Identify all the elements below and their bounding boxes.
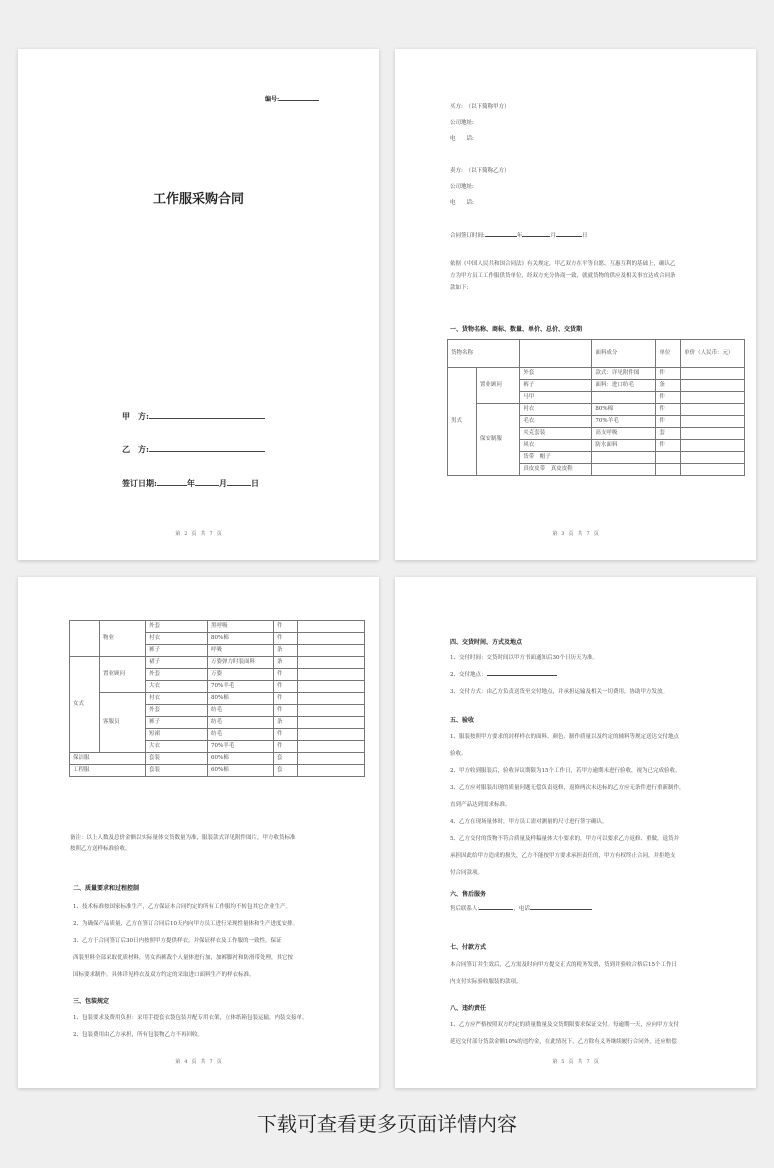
material-cell: 防水面料 [592, 440, 656, 452]
item-cell: 套装 [146, 765, 208, 777]
party-b-label: 乙 方: [122, 444, 149, 454]
acceptance-paragraph [450, 729, 750, 882]
delivery-line: 3、交付方式：由乙方负责送货至交付地点，并承担运输及相关一切费用，协助甲方发放。 [450, 689, 669, 695]
footer-text: 共 [200, 531, 206, 537]
payment-line: 内支付实际验收服装的款项。 [450, 979, 522, 985]
unit-cell: 件 [656, 440, 681, 452]
quality-line: 1、技术标准按国家标准生产，乙方保证本合同约定的所有工作服均不转包其它企业生产。 [73, 904, 292, 910]
section-5-heading: 五、验收 [450, 717, 475, 724]
contract-number [265, 94, 319, 104]
footer-text: 页 [191, 531, 197, 537]
buyer-line: 买方: （以下简称甲方） [450, 104, 510, 110]
footer-text: 共 [200, 1059, 206, 1065]
acceptance-line: 验收。 [450, 751, 467, 757]
unit-cell: 件 [274, 705, 298, 717]
unit-cell: 条 [274, 657, 298, 669]
price-cell [298, 657, 365, 669]
item-cell: 套装 [146, 753, 208, 765]
year-blank [157, 477, 187, 486]
table-row [448, 404, 745, 416]
delivery-place-label: 2、交付地点： [450, 672, 487, 678]
price-cell [298, 753, 365, 765]
unit-cell: 件 [656, 368, 681, 380]
unit-cell: 件 [274, 729, 298, 741]
quality-line: 西装里料全部采取优质材料，男女西裤裁个人量体进行加，加裤脚衬和防滑带处理，其它按 [73, 955, 294, 961]
footer-page-number: 3 [561, 531, 565, 537]
group-cell: 保洁服 [70, 753, 146, 765]
item-cell: 大衣 [146, 681, 208, 693]
quality-line: 3、乙方于合同签订后30日内按照甲方提供样衣，并保证样衣及工作服的一致性，保证 [73, 938, 282, 944]
material-cell: 款式：详见附件图 [592, 368, 656, 380]
unit-cell: 套 [274, 753, 298, 765]
footer-page-number: 2 [184, 531, 188, 537]
unit-cell: 件 [274, 681, 298, 693]
price-cell [681, 416, 745, 428]
section-3-heading: 三、包装规定 [73, 998, 110, 1005]
year-label: 年 [516, 233, 523, 239]
price-cell [681, 404, 745, 416]
footer-text: 第 [175, 1059, 181, 1065]
material-cell: 纺毛 [208, 717, 274, 729]
footer-total-pages: 7 [586, 1059, 590, 1065]
subgroup-cell: 物业 [100, 621, 146, 657]
price-cell [681, 464, 745, 476]
party-b-line [122, 443, 265, 455]
price-cell [298, 681, 365, 693]
note-line: 备注：以上人数及总价金额以实际量体交货数量为准，服装款式详见附件图片，甲方收货标准 [70, 835, 296, 841]
document-page-cover [18, 49, 379, 560]
table-row [448, 368, 745, 380]
page-footer [18, 530, 379, 537]
buyer-phone: 电 话: [450, 136, 474, 142]
day-blank [227, 477, 251, 486]
section-7-heading: 七、付款方式 [450, 944, 487, 951]
group-cell: 男式 [448, 368, 477, 476]
item-cell: 外套 [520, 368, 592, 380]
material-cell: 纺毛 [208, 729, 274, 741]
seller-phone: 电 话: [450, 200, 474, 206]
unit-cell: 件 [656, 392, 681, 404]
material-cell: 60%棉 [208, 765, 274, 777]
page-footer [395, 1058, 756, 1065]
price-cell [298, 741, 365, 753]
acceptance-line: 2、甲方收到服装后，验收异议期限为15个工作日，若甲方逾期未进行验收，视为已完成验收。 [450, 768, 681, 774]
table-row [70, 765, 365, 777]
table-note [70, 833, 370, 855]
item-cell: 真皮皮带 真皮皮鞋 [520, 464, 592, 476]
delivery-paragraph [450, 650, 750, 701]
intro-line: 款如下: [450, 285, 469, 291]
party-a-label: 甲 方: [122, 411, 149, 421]
table-row [70, 657, 365, 669]
after-sales-contact-blank [479, 903, 513, 910]
header-cell: 单价（人民币：元） [681, 340, 745, 368]
price-cell [298, 765, 365, 777]
intro-line: 依据《中国人民共和国合同法》有关规定，甲乙双方在平等自愿、互惠互利的基础上，确认乙 [450, 261, 676, 267]
material-cell: 80%棉 [208, 633, 274, 645]
subgroup-cell: 置业顾问 [476, 368, 519, 404]
unit-cell: 件 [274, 741, 298, 753]
quality-line: 国标要求制作。具体详见样衣及双方约定的采取进口面料生产的样衣标准。 [73, 972, 255, 978]
material-cell [592, 392, 656, 404]
delivery-line: 1、交付时间：交货时间以甲方书面通知后30个日历天为准。 [450, 655, 598, 661]
item-cell: 外套 [146, 669, 208, 681]
price-cell [298, 729, 365, 741]
material-cell: 70%羊毛 [592, 416, 656, 428]
seller-line: 卖方: （以下简称乙方） [450, 168, 510, 174]
material-cell: 70%羊毛 [208, 681, 274, 693]
material-cell: 黑呼吸 [208, 621, 274, 633]
sign-date-line [122, 477, 259, 489]
material-cell: 面料：进口纺毛 [592, 380, 656, 392]
after-sales-phone-blank [530, 903, 592, 910]
contract-number-blank [279, 94, 319, 101]
after-sales-contact-label: 售后联系人: [450, 906, 480, 912]
after-sales-line [450, 903, 750, 915]
party-a-line [122, 410, 265, 422]
day-blank [556, 230, 582, 237]
delivery-place-blank [487, 669, 557, 676]
acceptance-line: 5、乙方交付的货物不符合质量及样稿量体大小要求的，甲方可以要求乙方返修、重做，退货并 [450, 836, 680, 842]
sign-date-label: 签订日期: [122, 478, 157, 488]
footer-text: 页 [568, 1059, 574, 1065]
unit-cell: 套 [274, 765, 298, 777]
breach-line: 延迟交付部分货款金额10%的违约金，在此情况下，乙方除有义务继续履行合同外，还应赔偿 [450, 1039, 677, 1045]
footer-text: 页 [191, 1059, 197, 1065]
table-row [70, 693, 365, 705]
footer-page-number: 4 [184, 1059, 188, 1065]
document-page-terms [395, 577, 756, 1088]
year-label: 年 [186, 478, 195, 488]
quality-paragraph [73, 899, 373, 984]
section-1-heading: 一、货物名称、商标、数量、单价、总价、交货期 [450, 326, 583, 333]
footer-text: 页 [593, 1059, 599, 1065]
month-blank [522, 230, 550, 237]
sign-time-line [450, 230, 587, 240]
material-cell: 70%羊毛 [208, 741, 274, 753]
item-cell: 外套 [146, 705, 208, 717]
month-label: 月 [550, 233, 556, 239]
item-cell: 夹克套装 [520, 428, 592, 440]
item-cell: 短裙 [146, 729, 208, 741]
month-label: 月 [218, 478, 227, 488]
document-page-parties [395, 49, 756, 560]
footer-total-pages: 7 [586, 531, 590, 537]
subgroup-cell: 保安制服 [476, 404, 519, 476]
material-cell: 万姿 [208, 669, 274, 681]
unit-cell: 件 [274, 633, 298, 645]
price-cell [681, 380, 745, 392]
header-cell [520, 340, 592, 368]
packaging-line: 1、包装要求及费用负担：采用手提套衣袋包装并配专用衣架，立体纸箱包装运输，内装交接单。 [73, 1015, 308, 1021]
price-cell [298, 693, 365, 705]
footer-text: 共 [577, 1059, 583, 1065]
unit-cell: 条 [274, 717, 298, 729]
group-cell [70, 621, 100, 657]
year-blank [485, 230, 517, 237]
item-cell: 毛衣 [520, 416, 592, 428]
goods-table [447, 339, 745, 476]
price-cell [298, 633, 365, 645]
table-header-row [448, 340, 745, 368]
acceptance-line: 3、乙方应对服装出现的质量问题无偿负责返修，返修两次未达标的乙方应无条件进行重新制作， [450, 785, 685, 791]
acceptance-line: 付合同款项。 [450, 870, 484, 876]
unit-cell: 件 [274, 621, 298, 633]
material-cell: 纺毛 [208, 705, 274, 717]
page-footer [18, 1058, 379, 1065]
price-cell [298, 669, 365, 681]
header-cell: 面料成分 [592, 340, 656, 368]
contract-number-label: 编号: [265, 96, 280, 103]
item-cell: 货带 帽子 [520, 452, 592, 464]
party-b-blank [149, 443, 265, 452]
item-cell: 衬衣 [520, 404, 592, 416]
header-cell: 单位 [656, 340, 681, 368]
price-cell [681, 452, 745, 464]
material-cell: 呼吸 [208, 645, 274, 657]
unit-cell [656, 464, 681, 476]
sign-time-label: 合同签订时间: [450, 233, 485, 239]
unit-cell: 条 [656, 380, 681, 392]
subgroup-cell: 置业顾问 [100, 657, 146, 693]
seller-address: 公司地址: [450, 184, 474, 190]
subgroup-cell: 客服员 [100, 693, 146, 753]
footer-text: 页 [568, 531, 574, 537]
acceptance-line: 直到产品达到需求标准。 [450, 802, 511, 808]
day-label: 日 [250, 478, 259, 488]
footer-page-number: 5 [561, 1059, 565, 1065]
section-4-heading: 四、交货时间、方式及地点 [450, 639, 523, 646]
material-cell: 高支呼吸 [592, 428, 656, 440]
material-cell [592, 464, 656, 476]
item-cell: 裙子 [146, 657, 208, 669]
material-cell [592, 452, 656, 464]
document-page-items-continued [18, 577, 379, 1088]
download-caption: 下载可查看更多页面详情内容 [257, 1112, 517, 1136]
footer-total-pages: 7 [209, 1059, 213, 1065]
footer-text: 页 [593, 531, 599, 537]
footer-text: 共 [577, 531, 583, 537]
buyer-address: 公司地址: [450, 120, 474, 126]
unit-cell: 件 [656, 404, 681, 416]
price-cell [298, 705, 365, 717]
section-2-heading: 二、质量要求和过程控制 [73, 885, 140, 892]
footer-text: 第 [175, 531, 181, 537]
price-cell [681, 392, 745, 404]
packaging-line: 2、包装费用由乙方承担，所有包装物乙方不再回收。 [73, 1032, 204, 1038]
price-cell [681, 440, 745, 452]
table-row [70, 753, 365, 765]
footer-total-pages: 7 [209, 531, 213, 537]
unit-cell: 条 [274, 645, 298, 657]
payment-line: 本合同签订并生效后，乙方需及时向甲方提交正式的税务发票，货到并验收合格后15个工作日 [450, 962, 678, 968]
header-cell: 货物名称 [448, 340, 520, 368]
material-cell: 万姿弹力时装面料 [208, 657, 274, 669]
party-a-blank [149, 410, 265, 419]
group-cell: 工程服 [70, 765, 146, 777]
quality-line: 2、为确保产品质量，乙方在签订合同后10天内向甲方员工进行采现性量体和生产进度安排。 [73, 921, 299, 927]
delivery-line [450, 667, 750, 684]
footer-text: 页 [216, 1059, 222, 1065]
item-cell: 裤子 [146, 645, 208, 657]
price-cell [298, 645, 365, 657]
material-cell: 60%棉 [208, 753, 274, 765]
document-title: 工作服采购合同 [152, 192, 244, 207]
item-cell: 大衣 [146, 741, 208, 753]
note-line: 按照乙方送样标准验收。 [70, 846, 131, 852]
table-row [70, 621, 365, 633]
material-cell: 80%棉 [592, 404, 656, 416]
item-cell: 衬衣 [146, 693, 208, 705]
price-cell [681, 428, 745, 440]
breach-paragraph [450, 1017, 750, 1051]
price-cell [298, 621, 365, 633]
footer-text: 第 [552, 531, 558, 537]
item-cell: 衬衣 [146, 633, 208, 645]
item-cell: 裤子 [146, 717, 208, 729]
day-label: 日 [581, 233, 588, 239]
intro-line: 方为甲方员工工作服供货单位，经双方充分协商一致，就就货物的供应及相关事宜达成合同条 [450, 273, 676, 279]
group-cell: 女式 [70, 657, 100, 753]
month-blank [195, 477, 219, 486]
unit-cell: 套 [656, 428, 681, 440]
goods-table-continued [69, 620, 365, 777]
acceptance-line: 4、乙方在现场量体时，甲方员工需对测量的尺寸进行签字确认。 [450, 819, 608, 825]
breach-line: 1、乙方应严格按照双方约定的质量数量及交货期限要求保证交付。每逾期一天，应向甲方支付 [450, 1022, 680, 1028]
material-cell: 80%棉 [208, 693, 274, 705]
after-sales-phone-label: ，电话 [513, 906, 530, 912]
item-cell: 裤子 [520, 380, 592, 392]
intro-paragraph [450, 258, 750, 294]
unit-cell: 件 [274, 669, 298, 681]
item-cell: 外套 [146, 621, 208, 633]
unit-cell: 件 [274, 693, 298, 705]
footer-text: 第 [552, 1059, 558, 1065]
payment-paragraph [450, 957, 750, 991]
acceptance-line: 1、服装按照甲方要求的封样样衣的面料、颜色、制作质量以及约定的辅料等规定送达交付地点 [450, 734, 680, 740]
unit-cell: 件 [656, 416, 681, 428]
page-footer [395, 530, 756, 537]
item-cell: 风衣 [520, 440, 592, 452]
footer-text: 页 [216, 531, 222, 537]
acceptance-line: 承担因此给甲方造成的损失，乙方不能按甲方要求承担责任的，甲方有权终止合同，并拒绝支 [450, 853, 676, 859]
section-6-heading: 六、售后服务 [450, 891, 487, 898]
unit-cell [656, 452, 681, 464]
price-cell [681, 368, 745, 380]
item-cell: 马甲 [520, 392, 592, 404]
section-8-heading: 八、违约责任 [450, 1005, 487, 1012]
price-cell [298, 717, 365, 729]
packaging-paragraph [73, 1010, 373, 1044]
